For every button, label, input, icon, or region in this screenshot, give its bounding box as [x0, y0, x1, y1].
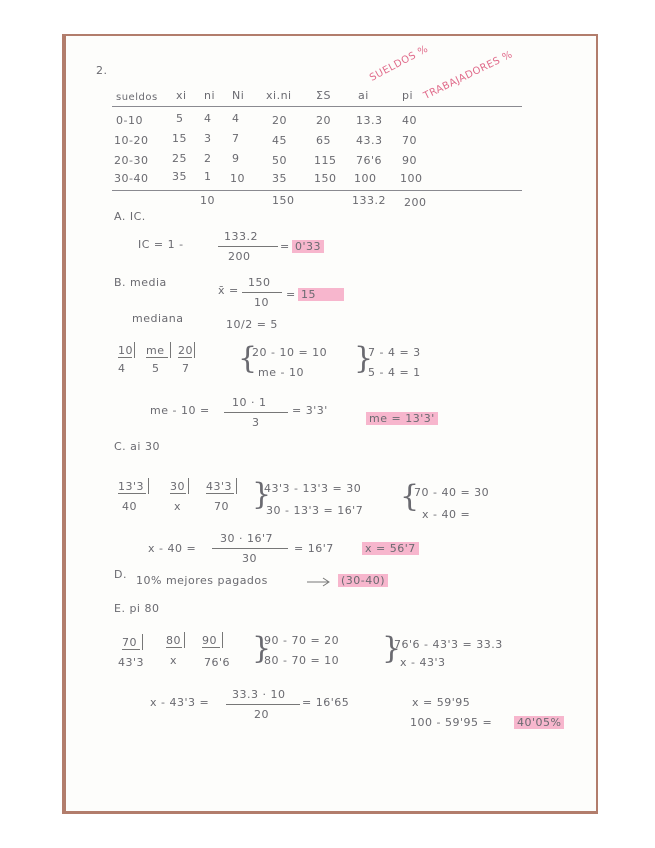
interp-value: 76'6 — [204, 656, 231, 669]
interp-value: 80 — [166, 634, 181, 647]
fraction-denominator: 200 — [228, 250, 251, 263]
table-cell: 10 — [230, 172, 245, 185]
interp-value: 90 — [202, 634, 217, 647]
table-header: xi.ni — [266, 89, 292, 102]
separator — [170, 342, 171, 358]
interp-value: 13'3 — [118, 480, 145, 493]
separator — [184, 632, 185, 648]
system-line: x - 43'3 — [400, 656, 446, 669]
table-cell: 20-30 — [114, 154, 149, 167]
table-cell: 115 — [314, 154, 337, 167]
table-cell: 30-40 — [114, 172, 149, 185]
section-title: D. — [114, 568, 127, 581]
final-lhs: 100 - 59'95 = — [410, 716, 493, 729]
interp-value: 70 — [214, 500, 229, 513]
interp-value: me — [146, 344, 165, 357]
fraction-denominator: 3 — [252, 416, 260, 429]
result-highlight: me = 13'3' — [366, 412, 438, 425]
handwritten-page: 2. SUELDOS % TRABAJADORES % sueldos xi ni Ni xi.ni ΣS ai pi 0-10 5 4 4 20 20 13.3 40 10-20 15 3 7 45 65 43.3 70 20-30 25 2 9 50 115 76'6 90 30-40 35 1 10 35 150 100 100 10 150 133.2 200 A. IC. IC = 1 - 133.2 200 = 0'33 B. media x̄ = 150 10 = 15 mediana 10/2 = 5 10 4 me 5 20 7 { 20 - 10 = 10 me - 10 } 7 - 4 = 3 5 - 4 = 1 me - 10 = 10 · 1 3 = 3'3' me = 13'3' C. ai 30 13'3 40 30 x 43'3 70 } 43'3 - 13'3 = 30 30 - 13'3 = 16'7 { 70 - 40 = 30 x - 40 = x - 40 = 30 · 16'7 30 = 16'7 x = 56'7 D. 10% mejores pagados (30-40) E. pi 80 70 43'3 80 x 90 76'6 } 90 - 70 = 20 80 - 70 = 10 } 76'6 - 43'3 = 33.3 x - 43'3 x - 43'3 = 33.3 · 10 20 = 16'65 x = 59'95 100 - 59'95 = 40'05% — [66, 36, 596, 811]
table-cell: 40 — [402, 114, 417, 127]
table-cell: 35 — [172, 170, 187, 183]
table-cell: 3 — [204, 132, 212, 145]
fraction-bar — [218, 246, 278, 247]
calc-result: = 3'3' — [292, 404, 328, 417]
fraction-denominator: 30 — [242, 552, 257, 565]
result-highlight: 15 — [298, 288, 344, 301]
table-cell: 100 — [400, 172, 423, 185]
section-title: E. pi 80 — [114, 602, 160, 615]
system-line: 43'3 - 13'3 = 30 — [264, 482, 362, 495]
separator — [194, 342, 195, 358]
system-line: 20 - 10 = 10 — [252, 346, 328, 359]
fraction-bar — [226, 704, 300, 705]
table-cell: 4 — [232, 112, 240, 125]
table-header: sueldos — [116, 92, 158, 103]
total-ai: 133.2 — [352, 194, 386, 207]
equation-lhs: x̄ = — [218, 284, 239, 297]
system-line: 70 - 40 = 30 — [414, 486, 490, 499]
annotation-ai: SUELDOS % — [368, 43, 431, 84]
fraction-bar — [224, 412, 288, 413]
table-cell: 20 — [316, 114, 331, 127]
total-ni: 10 — [200, 194, 215, 207]
table-header: xi — [176, 89, 187, 102]
section-title: C. ai 30 — [114, 440, 160, 453]
system-line: 30 - 13'3 = 16'7 — [266, 504, 364, 517]
interp-value: 30 — [170, 480, 185, 493]
table-cell: 90 — [402, 154, 417, 167]
underline — [202, 647, 220, 648]
table-cell: 150 — [314, 172, 337, 185]
table-header: Ni — [232, 89, 245, 102]
interp-value: 70 — [122, 636, 137, 649]
system-line: me - 10 — [258, 366, 304, 379]
fraction-denominator: 20 — [254, 708, 269, 721]
fraction-numerator: 150 — [248, 276, 271, 289]
table-header: ai — [358, 89, 369, 102]
separator — [148, 478, 149, 494]
separator — [222, 632, 223, 648]
table-cell: 76'6 — [356, 154, 383, 167]
separator — [134, 342, 135, 358]
table-cell: 0-10 — [116, 114, 143, 127]
result-highlight: 40'05% — [514, 716, 564, 729]
table-cell: 7 — [232, 132, 240, 145]
underline — [166, 647, 182, 648]
interp-value: 20 — [178, 344, 193, 357]
calc-result: = 16'7 — [294, 542, 334, 555]
result-highlight: 0'33 — [292, 240, 324, 253]
total-pi: 200 — [404, 196, 427, 209]
underline — [206, 493, 234, 494]
total-xini: 150 — [272, 194, 295, 207]
underline — [118, 493, 146, 494]
section-title: B. media — [114, 276, 167, 289]
fraction-numerator: 10 · 1 — [232, 396, 267, 409]
underline — [122, 649, 140, 650]
section-title: A. IC. — [114, 210, 146, 223]
table-cell: 20 — [272, 114, 287, 127]
mediana-position: 10/2 = 5 — [226, 318, 278, 331]
fraction-numerator: 30 · 16'7 — [220, 532, 274, 545]
table-header: pi — [402, 89, 414, 102]
table-cell: 70 — [402, 134, 417, 147]
separator — [142, 634, 143, 650]
system-line: 90 - 70 = 20 — [264, 634, 340, 647]
fraction-bar — [242, 292, 282, 293]
interp-value: 5 — [152, 362, 160, 375]
result-x: x = 59'95 — [412, 696, 471, 709]
interp-value: x — [170, 654, 178, 667]
separator — [188, 478, 189, 494]
table-cell: 50 — [272, 154, 287, 167]
equation-lhs: x - 40 = — [148, 542, 197, 555]
table-cell: 10-20 — [114, 134, 149, 147]
table-header: ni — [204, 89, 216, 102]
interp-value: 7 — [182, 362, 190, 375]
table-header: ΣS — [316, 89, 331, 102]
section-text: 10% mejores pagados — [136, 574, 268, 587]
table-cell: 35 — [272, 172, 287, 185]
interp-value: x — [174, 500, 182, 513]
table-cell: 45 — [272, 134, 287, 147]
table-cell: 100 — [354, 172, 377, 185]
system-line: x - 40 = — [422, 508, 471, 521]
underline — [170, 493, 186, 494]
fraction-numerator: 33.3 · 10 — [232, 688, 286, 701]
fraction-bar — [212, 548, 288, 549]
underline — [146, 357, 168, 358]
table-cell: 5 — [176, 112, 184, 125]
equation-lhs: IC = 1 - — [138, 238, 184, 251]
system-line: 80 - 70 = 10 — [264, 654, 340, 667]
interp-value: 40 — [122, 500, 137, 513]
underline — [178, 357, 192, 358]
table-total-rule — [112, 190, 522, 191]
system-line: 7 - 4 = 3 — [368, 346, 421, 359]
equation-lhs: me - 10 = — [150, 404, 210, 417]
table-header-rule — [112, 106, 522, 107]
table-cell: 9 — [232, 152, 240, 165]
mediana-label: mediana — [132, 312, 184, 325]
table-cell: 15 — [172, 132, 187, 145]
system-line: 5 - 4 = 1 — [368, 366, 421, 379]
table-cell: 43.3 — [356, 134, 383, 147]
separator — [236, 478, 237, 494]
table-cell: 2 — [204, 152, 212, 165]
equation-lhs: x - 43'3 = — [150, 696, 210, 709]
annotation-pi: TRABAJADORES % — [422, 49, 515, 102]
arrow-icon — [306, 577, 332, 587]
result-highlight: x = 56'7 — [362, 542, 419, 555]
calc-result: = 16'65 — [302, 696, 350, 709]
table-cell: 25 — [172, 152, 187, 165]
page-number: 2. — [96, 64, 108, 77]
table-cell: 13.3 — [356, 114, 383, 127]
result-highlight: (30-40) — [338, 574, 388, 587]
interp-value: 10 — [118, 344, 133, 357]
table-cell: 65 — [316, 134, 331, 147]
interp-value: 4 — [118, 362, 126, 375]
table-cell: 4 — [204, 112, 212, 125]
underline — [118, 357, 132, 358]
fraction-denominator: 10 — [254, 296, 269, 309]
interp-value: 43'3 — [118, 656, 145, 669]
interp-value: 43'3 — [206, 480, 233, 493]
system-line: 76'6 - 43'3 = 33.3 — [394, 638, 503, 651]
fraction-numerator: 133.2 — [224, 230, 258, 243]
table-cell: 1 — [204, 170, 212, 183]
